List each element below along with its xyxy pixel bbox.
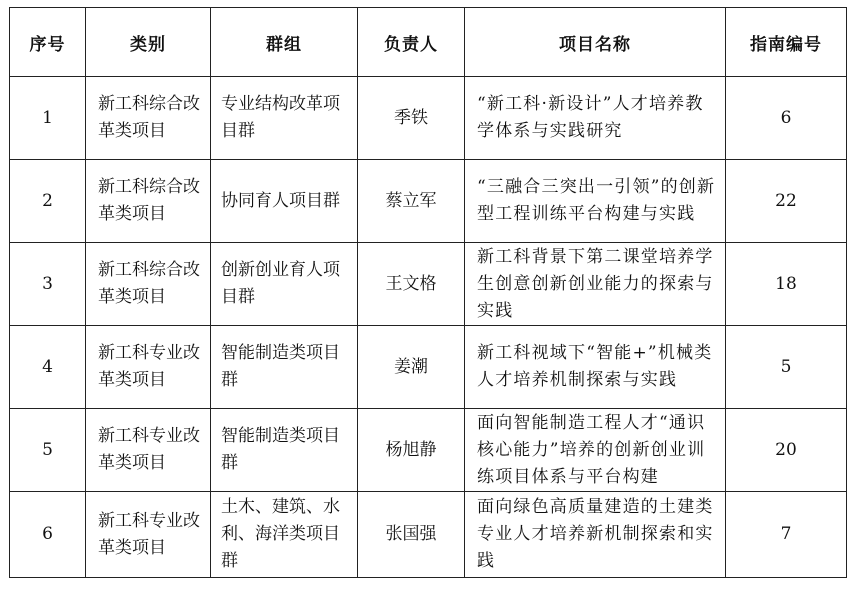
header-group: 群组 <box>211 8 358 77</box>
row-category-text: 新工科专业改革类项目 <box>98 343 200 390</box>
row-category-text: 新工科专业改革类项目 <box>98 426 200 473</box>
header-guide: 指南编号 <box>726 8 847 77</box>
row-leader: 蔡立军 <box>358 160 465 243</box>
row-guide: 20 <box>726 409 847 492</box>
row-guide: 6 <box>726 77 847 160</box>
row-category <box>86 77 211 160</box>
row-project-text: 面向绿色高质量建造的土建类专业人才培养新机制探索和实践 <box>477 497 714 571</box>
header-leader: 负责人 <box>358 8 465 77</box>
row-category <box>86 243 211 326</box>
row-project-text: 新工科背景下第二课堂培养学生创意创新创业能力的探索与实践 <box>477 246 714 321</box>
row-leader: 王文格 <box>358 243 465 326</box>
row-guide: 5 <box>726 326 847 409</box>
row-guide: 18 <box>726 243 847 326</box>
row-group <box>211 160 358 243</box>
row-project-text: “三融合三突出一引领”的创新型工程训练平台构建与实践 <box>477 177 716 224</box>
row-leader: 季铁 <box>358 77 465 160</box>
row-group <box>211 243 358 326</box>
row-group <box>211 77 358 160</box>
header-index: 序号 <box>10 8 86 77</box>
row-group-text: 智能制造类项目群 <box>221 426 340 473</box>
row-group-text: 专业结构改革项目群 <box>221 94 340 141</box>
header-category: 类别 <box>86 8 211 77</box>
row-index: 5 <box>10 409 86 492</box>
row-index: 4 <box>10 326 86 409</box>
row-index: 6 <box>10 492 86 578</box>
row-project-text: “新工科·新设计”人才培养教学体系与实践研究 <box>477 94 704 141</box>
row-category-text: 新工科综合改革类项目 <box>98 94 200 141</box>
row-category-text: 新工科专业改革类项目 <box>98 510 200 558</box>
row-project <box>465 326 726 409</box>
row-guide: 22 <box>726 160 847 243</box>
header-project: 项目名称 <box>465 8 726 77</box>
table-row <box>10 243 847 326</box>
row-project <box>465 492 726 578</box>
row-category-text: 新工科综合改革类项目 <box>98 177 200 224</box>
row-group <box>211 409 358 492</box>
table-row <box>10 409 847 492</box>
row-leader: 姜潮 <box>358 326 465 409</box>
row-group-text: 土木、建筑、水利、海洋类项目群 <box>221 497 340 571</box>
table-row <box>10 77 847 160</box>
row-category-text: 新工科综合改革类项目 <box>98 260 200 307</box>
row-category <box>86 492 211 578</box>
table-row <box>10 492 847 578</box>
row-project <box>465 409 726 492</box>
row-group-text: 智能制造类项目群 <box>221 343 340 390</box>
row-index: 1 <box>10 77 86 160</box>
row-project <box>465 160 726 243</box>
row-project <box>465 243 726 326</box>
project-table <box>9 7 847 578</box>
row-project <box>465 77 726 160</box>
row-group <box>211 326 358 409</box>
row-group <box>211 492 358 578</box>
row-leader: 杨旭静 <box>358 409 465 492</box>
row-group-text: 创新创业育人项目群 <box>221 260 340 307</box>
row-category <box>86 326 211 409</box>
row-group-text: 协同育人项目群 <box>221 190 340 211</box>
table-row <box>10 160 847 243</box>
row-leader: 张国强 <box>358 492 465 578</box>
row-index: 2 <box>10 160 86 243</box>
row-category <box>86 160 211 243</box>
header-row <box>10 8 847 77</box>
row-index: 3 <box>10 243 86 326</box>
row-project-text: 面向智能制造工程人才“通识核心能力”培养的创新创业训练项目体系与平台构建 <box>477 412 706 487</box>
row-project-text: 新工科视域下“智能+”机械类人才培养机制探索与实践 <box>477 343 713 390</box>
row-category <box>86 409 211 492</box>
row-guide: 7 <box>726 492 847 578</box>
table-row <box>10 326 847 409</box>
